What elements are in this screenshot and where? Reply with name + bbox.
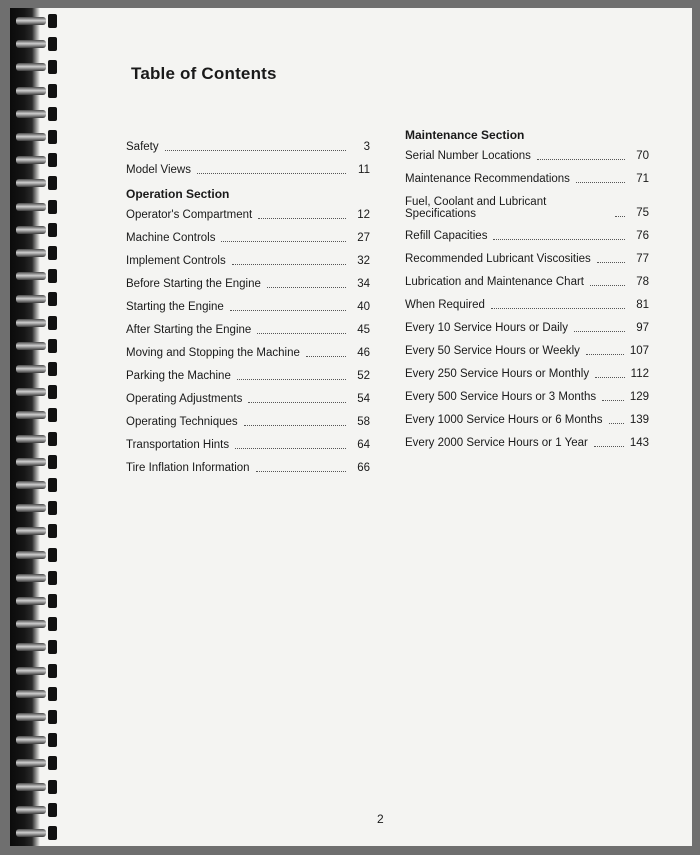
toc-entry (405, 391, 649, 404)
maintenance-section-heading: Maintenance Section (405, 128, 525, 142)
toc-entry-label: Every 250 Service Hours or Monthly (405, 368, 590, 380)
toc-entry-label: Machine Controls (126, 232, 216, 244)
toc-entry (126, 141, 370, 154)
toc-entry-label: Implement Controls (126, 255, 226, 267)
toc-entry-label: Every 1000 Service Hours or 6 Months (405, 414, 603, 426)
dot-leader (597, 262, 625, 263)
binding-coil (16, 733, 60, 747)
dot-leader (537, 159, 625, 160)
toc-entry (126, 347, 370, 360)
toc-operation-list (126, 209, 370, 475)
toc-entry-page: 75 (636, 207, 649, 219)
dot-leader (221, 241, 346, 242)
toc-entry (126, 439, 370, 452)
dot-leader (576, 182, 625, 183)
dot-leader (594, 446, 624, 447)
toc-entry-label: Fuel, Coolant and Lubricant Specifications (405, 196, 547, 220)
dot-leader (267, 287, 346, 288)
dot-leader (235, 448, 346, 449)
toc-entry-page: 34 (357, 278, 370, 290)
dot-leader (306, 356, 346, 357)
binding-coil (16, 246, 60, 260)
binding-coil (16, 826, 60, 840)
toc-entry-page: 107 (629, 345, 649, 357)
toc-entry-page: 70 (636, 150, 649, 162)
binding-coil (16, 362, 60, 376)
dot-leader (230, 310, 346, 311)
binding-coil (16, 60, 60, 74)
toc-entry-page: 129 (629, 391, 649, 403)
binding-coil (16, 780, 60, 794)
binding-coil (16, 664, 60, 678)
toc-entry-page: 27 (357, 232, 370, 244)
toc-entry-label: Operating Techniques (126, 416, 238, 428)
toc-entry (126, 278, 370, 291)
toc-entry-label: Moving and Stopping the Machine (126, 347, 300, 359)
operation-section-heading: Operation Section (126, 187, 230, 201)
binding-coil (16, 501, 60, 515)
toc-right-column (405, 124, 649, 460)
toc-entry (405, 196, 649, 220)
dot-leader (491, 308, 625, 309)
binding-coil (16, 385, 60, 399)
dot-leader (232, 264, 346, 265)
dot-leader (257, 333, 346, 334)
toc-left-column (126, 141, 370, 485)
toc-entry-label: Maintenance Recommendations (405, 173, 570, 185)
toc-entry (126, 416, 370, 429)
toc-entry (405, 414, 649, 427)
dot-leader (248, 402, 346, 403)
toc-entry-page: 139 (629, 414, 649, 426)
toc-entry-page: 112 (630, 368, 649, 380)
toc-entry-page: 3 (363, 141, 370, 153)
toc-entry-label: After Starting the Engine (126, 324, 252, 336)
binding-coil (16, 292, 60, 306)
binding-coil (16, 316, 60, 330)
binding-coil (16, 571, 60, 585)
dot-leader (595, 377, 625, 378)
toc-entry (126, 209, 370, 222)
toc-entry-label: Every 2000 Service Hours or 1 Year (405, 437, 588, 449)
toc-entry-page: 76 (636, 230, 649, 242)
toc-entry-label: Model Views (126, 164, 191, 176)
toc-entry-page: 45 (357, 324, 370, 336)
binding-coil (16, 710, 60, 724)
toc-entry-page: 78 (636, 276, 649, 288)
toc-entry-page: 64 (357, 439, 370, 451)
page-number: 2 (377, 812, 384, 826)
manual-page (10, 8, 692, 846)
toc-entry-page: 81 (636, 299, 649, 311)
toc-entry-page: 97 (636, 322, 649, 334)
toc-entry-label: Lubrication and Maintenance Chart (405, 276, 585, 288)
toc-entry-label: Recommended Lubricant Viscosities (405, 253, 591, 265)
toc-entry-page: 52 (357, 370, 370, 382)
binding-coil (16, 687, 60, 701)
toc-entry (126, 164, 370, 177)
toc-entry-label: Tire Inflation Information (126, 462, 250, 474)
binding-coil (16, 803, 60, 817)
toc-entry-label: Refill Capacities (405, 230, 488, 242)
binding-coil (16, 176, 60, 190)
binding-coil (16, 617, 60, 631)
toc-entry (405, 299, 649, 312)
binding-coil (16, 339, 60, 353)
toc-entry-label: Safety (126, 141, 159, 153)
binding-coil (16, 640, 60, 654)
toc-entry (405, 345, 649, 358)
toc-entry-label: Starting the Engine (126, 301, 224, 313)
toc-entry-label: Before Starting the Engine (126, 278, 261, 290)
toc-entry-label: Operator's Compartment (126, 209, 253, 221)
dot-leader (590, 285, 625, 286)
dot-leader (609, 423, 624, 424)
toc-entry (405, 322, 649, 335)
binding-coil (16, 130, 60, 144)
binding-coil (16, 269, 60, 283)
toc-entry (126, 462, 370, 475)
toc-maintenance-list (405, 150, 649, 450)
toc-entry-label: Transportation Hints (126, 439, 230, 451)
toc-entry (405, 253, 649, 266)
toc-entry-label: Every 500 Service Hours or 3 Months (405, 391, 597, 403)
toc-entry-page: 40 (357, 301, 370, 313)
toc-entry-label: Every 50 Service Hours or Weekly (405, 345, 580, 357)
dot-leader (197, 173, 346, 174)
dot-leader (258, 218, 346, 219)
binding-coil (16, 548, 60, 562)
toc-entry-page: 58 (357, 416, 370, 428)
dot-leader (574, 331, 625, 332)
toc-entry (126, 370, 370, 383)
binding-coil (16, 455, 60, 469)
toc-entry (405, 437, 649, 450)
toc-entry-page: 11 (358, 164, 370, 176)
toc-entry-label: Serial Number Locations (405, 150, 531, 162)
toc-entry-page: 32 (357, 255, 370, 267)
toc-entry (126, 255, 370, 268)
toc-entry-page: 66 (357, 462, 370, 474)
binding-coil (16, 594, 60, 608)
dot-leader (493, 239, 625, 240)
toc-entry (126, 301, 370, 314)
dot-leader (256, 471, 346, 472)
binding-coil (16, 14, 60, 28)
binding-coil (16, 478, 60, 492)
binding-coil (16, 107, 60, 121)
toc-entry-label: When Required (405, 299, 485, 311)
toc-entry-page: 71 (636, 173, 649, 185)
binding-coil (16, 432, 60, 446)
toc-entry-page: 77 (636, 253, 649, 265)
dot-leader (244, 425, 346, 426)
binding-coil (16, 756, 60, 770)
toc-entry (126, 324, 370, 337)
toc-entry-page: 46 (357, 347, 370, 359)
page-title: Table of Contents (131, 64, 277, 83)
dot-leader (165, 150, 346, 151)
binding-coil (16, 200, 60, 214)
dot-leader (237, 379, 346, 380)
dot-leader (586, 354, 624, 355)
toc-general-list (126, 141, 370, 177)
toc-entry-label: Operating Adjustments (126, 393, 243, 405)
binding-coil (16, 524, 60, 538)
toc-entry (126, 393, 370, 406)
dot-leader (602, 400, 624, 401)
binding-spine (10, 8, 72, 846)
dot-leader (615, 216, 625, 217)
toc-entry (126, 232, 370, 245)
toc-entry-label: Every 10 Service Hours or Daily (405, 322, 568, 334)
toc-entry-page: 54 (357, 393, 370, 405)
binding-coil (16, 37, 60, 51)
toc-entry (405, 368, 649, 381)
toc-entry (405, 173, 649, 186)
toc-entry-page: 12 (357, 209, 370, 221)
toc-entry-page: 143 (629, 437, 649, 449)
binding-coil (16, 223, 60, 237)
toc-entry (405, 230, 649, 243)
toc-entry (405, 150, 649, 163)
toc-entry-label: Parking the Machine (126, 370, 231, 382)
binding-coil (16, 408, 60, 422)
binding-coil (16, 153, 60, 167)
toc-entry (405, 276, 649, 289)
binding-coil (16, 84, 60, 98)
